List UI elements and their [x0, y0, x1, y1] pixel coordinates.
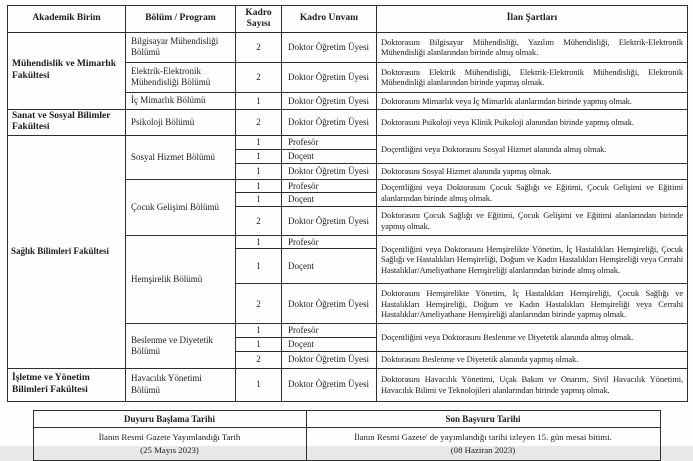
title-cell: Doktor Öğretim Üyesi: [282, 351, 377, 368]
program-cell: Beslenme ve Diyetetik Bölümü: [126, 324, 236, 368]
count-cell: 1: [236, 324, 282, 338]
requirement-cell: Doktorasını Beslenme ve Diyetetik alanında yapmış olmak.: [377, 351, 688, 368]
unit-cell: Sağlık Bilimleri Fakültesi: [8, 135, 126, 368]
count-cell: 1: [236, 249, 282, 284]
requirement-cell: Doktorasını Çocuk Sağlığı ve Eğitimi, Çocuk Gelişimi ve Eğitimi alanlarından birinde yapmış olmak.: [377, 206, 688, 235]
requirement-cell: Doçentliğini veya Doktorasını Çocuk Sağlığı ve Eğitimi, Çocuk Gelişimi ve Eğitimi alanlarından birinde almış olmak.: [377, 179, 688, 206]
title-cell: Doktor Öğretim Üyesi: [282, 62, 377, 92]
title-cell: Profesör: [282, 235, 377, 249]
table-row: [8, 109, 688, 135]
requirement-cell: Doktorasını Mimarlık veya İç Mimarlık alanlarından birinde yapmış olmak.: [377, 92, 688, 109]
count-cell: 1: [236, 368, 282, 401]
program-cell: İç Mimarlık Bölümü: [126, 92, 236, 109]
title-cell: Doktor Öğretim Üyesi: [282, 32, 377, 62]
title-cell: Doçent: [282, 249, 377, 284]
title-cell: Doçent: [282, 193, 377, 207]
count-cell: 1: [236, 179, 282, 193]
requirement-cell: Doktorasını Havacılık Yönetimi, Uçak Bakım ve Onarım, Sivil Havacılık Yönetimi, Havacılık Bilimi ve Teknolojileri alanlarından birinde yapmış olmak.: [377, 368, 688, 401]
title-cell: Profesör: [282, 179, 377, 193]
table-row: [8, 135, 688, 149]
positions-table: [7, 5, 688, 402]
title-cell: Profesör: [282, 135, 377, 149]
count-cell: 1: [236, 338, 282, 352]
col-header-bolum-program: Bölüm / Program: [126, 6, 236, 33]
title-cell: Doktor Öğretim Üyesi: [282, 92, 377, 109]
col-header-ilan-sartlari: İlan Şartları: [377, 6, 688, 33]
count-cell: 2: [236, 206, 282, 235]
count-cell: 1: [236, 135, 282, 149]
start-date-cell: [33, 427, 306, 460]
program-cell: Elektrik-Elektronik Mühendisliği Bölümü: [126, 62, 236, 92]
program-cell: Çocuk Gelişimi Bölümü: [126, 179, 236, 235]
requirement-cell: Doktorasını Bilgisayar Mühendisliği, Yazılım Mühendisliği, Elektrik-Elektronik Mühendisliği alanlarından birinde almış olmak.: [377, 32, 688, 62]
requirement-cell: Doktorasını Elektrik Mühendisliği, Elektrik-Elektronik Mühendisliği, Elektronik Mühendisliği alanlarından birinde yapmış olmak.: [377, 62, 688, 92]
count-cell: 2: [236, 284, 282, 324]
start-date-header: Duyuru Başlama Tarihi: [33, 410, 306, 427]
count-cell: 2: [236, 32, 282, 62]
requirement-cell: Doktorasını Sosyal Hizmet alanında yapmış olmak.: [377, 163, 688, 179]
unit-cell: Sanat ve Sosyal Bilimler Fakültesi: [8, 109, 126, 135]
dates-table: [33, 410, 661, 461]
title-cell: Doktor Öğretim Üyesi: [282, 368, 377, 401]
title-cell: Profesör: [282, 324, 377, 338]
table-row: [8, 368, 688, 401]
dates-header-row: [33, 410, 660, 427]
dates-value-row: [33, 427, 660, 460]
requirement-cell: Doktorasını Psikoloji veya Klinik Psikoloji alanından birinde yapmış olmak.: [377, 109, 688, 135]
count-cell: 1: [236, 149, 282, 163]
program-cell: Hemşirelik Bölümü: [126, 235, 236, 324]
requirement-cell: Doçentliğini veya Doktorasını Sosyal Hizmet alanında almış olmak.: [377, 135, 688, 163]
deadline-text: İlanın Resmi Gazete' de yayımlandığı tarihi izleyen 15. gün mesai bitimi.: [354, 431, 612, 442]
count-cell: 1: [236, 163, 282, 179]
col-header-kadro-unvani: Kadro Unvanı: [282, 6, 377, 33]
count-cell: 1: [236, 92, 282, 109]
table-row: [8, 32, 688, 62]
title-cell: Doktor Öğretim Üyesi: [282, 109, 377, 135]
unit-cell: İşletme ve Yönetim Bilimleri Fakültesi: [8, 368, 126, 401]
count-cell: 1: [236, 193, 282, 207]
requirement-cell: Doktorasını Hemşirelikte Yönetim, İç Hastalıkları Hemşireliği, Çocuk Sağlığı ve Hastalıkları Hemşireliği, Doğum ve Kadın Hastalıkları Hemşireliği veya Cerrahi Hastalıklar/Ameliyathane Hemşireliği alanlarından birinde yapmış olmak.: [377, 284, 688, 324]
unit-cell: Mühendislik ve Mimarlık Fakültesi: [8, 32, 126, 109]
col-header-akademik-birim: Akademik Birim: [8, 6, 126, 33]
count-cell: 1: [236, 235, 282, 249]
requirement-cell: Doçentliğini veya Doktorasını Hemşirelikte Yönetim, İç Hastalıkları Hemşireliği, Çocuk Sağlığı ve Hastalıkları Hemşireliği, Doğum ve Kadın Hastalıkları Hemşireliği veya Cerrahi Hastalıklar/Ameliyathane Hemşireliği alanlarından birinde almış olmak.: [377, 235, 688, 284]
title-cell: Doçent: [282, 338, 377, 352]
start-date-value: (25 Mayıs 2023): [140, 444, 199, 455]
count-cell: 2: [236, 109, 282, 135]
deadline-cell: [306, 427, 660, 460]
title-cell: Doktor Öğretim Üyesi: [282, 206, 377, 235]
program-cell: Havacılık Yönetimi Bölümü: [126, 368, 236, 401]
deadline-value: (08 Haziran 2023): [450, 444, 516, 455]
deadline-header: Son Başvuru Tarihi: [306, 410, 660, 427]
title-cell: Doktor Öğretim Üyesi: [282, 284, 377, 324]
start-date-text: İlanın Resmi Gazete Yayımlandığı Tarih: [98, 431, 241, 442]
title-cell: Doçent: [282, 149, 377, 163]
count-cell: 2: [236, 62, 282, 92]
program-cell: Sosyal Hizmet Bölümü: [126, 135, 236, 179]
count-cell: 2: [236, 351, 282, 368]
requirement-cell: Doçentliğini veya Doktorasını Beslenme ve Diyetetik alanında almış olmak.: [377, 324, 688, 351]
title-cell: Doktor Öğretim Üyesi: [282, 163, 377, 179]
program-cell: Bilgisayar Mühendisliği Bölümü: [126, 32, 236, 62]
col-header-kadro-sayisi: Kadro Sayısı: [236, 6, 282, 33]
table-header-row: [8, 6, 688, 33]
program-cell: Psikoloji Bölümü: [126, 109, 236, 135]
